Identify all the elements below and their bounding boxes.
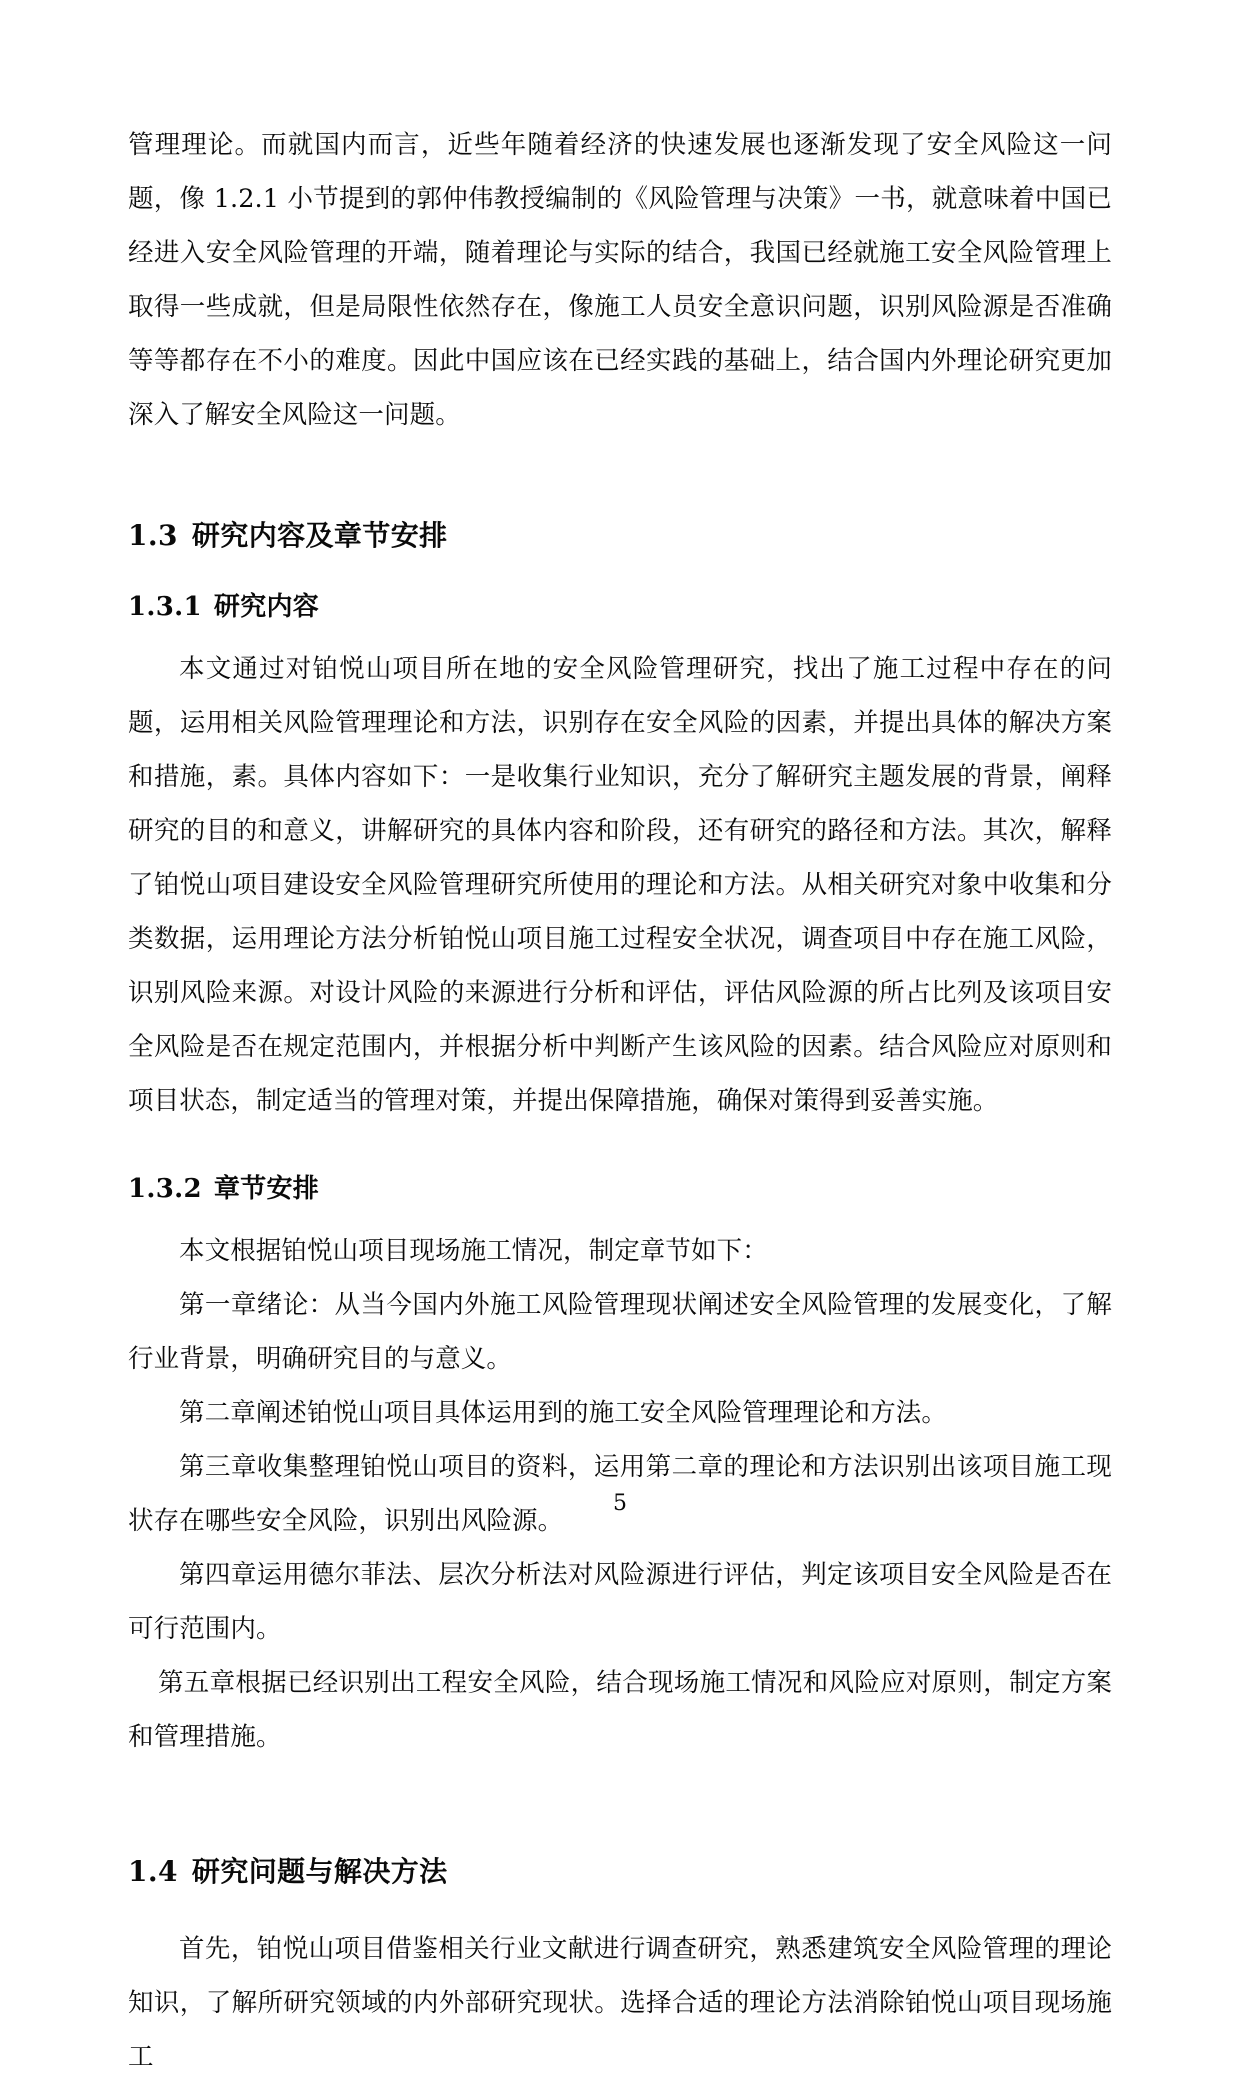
heading-1-3-2-title: 章节安排 [213, 1174, 320, 1204]
paragraph-continued: 管理理论。而就国内而言，近些年随着经济的快速发展也逐渐发现了安全风险这一问题，像 1.2.1 小节提到的郭仲伟教授编制的《风险管理与决策》一书，就意味着中国已经进入安全风险管理的开端，随着理论与实际的结合，我国已经就施工安全风险管理上取得一些成就，但是局限性依然存在，像施工人员安全意识问题，识别风险源是否准确等等都存在不小的难度。因此中国应该在已经实践的基础上，结合国内外理论研究更加深入了解安全风险这一问题。 [128, 130, 1112, 430]
page-content [128, 118, 1112, 2084]
heading-1-3-2-number: 1.3.2 [128, 1174, 202, 1204]
heading-section-1-3 [128, 514, 1112, 558]
spacer [128, 558, 1112, 586]
spacer [128, 1128, 1112, 1168]
paragraph-chapter-4: 第四章运用德尔菲法、层次分析法对风险源进行评估，判定该项目安全风险是否在可行范围内。 [128, 1560, 1112, 1644]
page-number: 5 [613, 1491, 627, 1516]
spacer [128, 1894, 1112, 1922]
paragraph-1-3-1: 本文通过对铂悦山项目所在地的安全风险管理研究，找出了施工过程中存在的问题，运用相关风险管理理论和方法，识别存在安全风险的因素，并提出具体的解决方案和措施，素。具体内容如下：一是收集行业知识，充分了解研究主题发展的背景，阐释研究的目的和意义，讲解研究的具体内容和阶段，还有研究的路径和方法。其次，解释了铂悦山项目建设安全风险管理研究所使用的理论和方法。从相关研究对象中收集和分类数据，运用理论方法分析铂悦山项目施工过程安全状况，调查项目中存在施工风险，识别风险来源。对设计风险的来源进行分析和评估，评估风险源的所占比列及该项目安全风险是否在规定范围内，并根据分析中判断产生该风险的因素。结合风险应对原则和项目状态，制定适当的管理对策，并提出保障措施，确保对策得到妥善实施。 [128, 654, 1112, 1116]
heading-1-3-1-number: 1.3.1 [128, 592, 202, 622]
heading-section-1-4 [128, 1850, 1112, 1894]
spacer [128, 628, 1112, 642]
heading-1-3-number: 1.3 [128, 519, 178, 552]
paragraph-chapter-2: 第二章阐述铂悦山项目具体运用到的施工安全风险管理理论和方法。 [179, 1398, 948, 1428]
heading-section-1-3-1 [128, 586, 1112, 628]
heading-section-1-3-2 [128, 1168, 1112, 1210]
heading-1-3-1-title: 研究内容 [213, 592, 320, 622]
spacer [128, 442, 1112, 514]
paragraph-chapter-1: 第一章绪论：从当今国内外施工风险管理现状阐述安全风险管理的发展变化，了解行业背景，明确研究目的与意义。 [128, 1290, 1112, 1374]
heading-1-3-title: 研究内容及章节安排 [191, 519, 448, 552]
spacer [128, 1764, 1112, 1850]
heading-1-4-title: 研究问题与解决方法 [191, 1855, 448, 1888]
heading-1-4-number: 1.4 [128, 1855, 178, 1888]
paragraph-chapter-3: 第三章收集整理铂悦山项目的资料，运用第二章的理论和方法识别出该项目施工现状存在哪些安全风险，识别出风险源。 [128, 1452, 1112, 1536]
paragraph-1-3-2-intro: 本文根据铂悦山项目现场施工情况，制定章节如下： [179, 1236, 768, 1266]
paragraph-chapter-5: 第五章根据已经识别出工程安全风险，结合现场施工情况和风险应对原则，制定方案和管理措施。 [128, 1668, 1112, 1752]
paragraph-1-4: 首先，铂悦山项目借鉴相关行业文献进行调查研究，熟悉建筑安全风险管理的理论知识，了解所研究领域的内外部研究现状。选择合适的理论方法消除铂悦山项目现场施工 [128, 1934, 1112, 2072]
spacer [128, 1210, 1112, 1224]
